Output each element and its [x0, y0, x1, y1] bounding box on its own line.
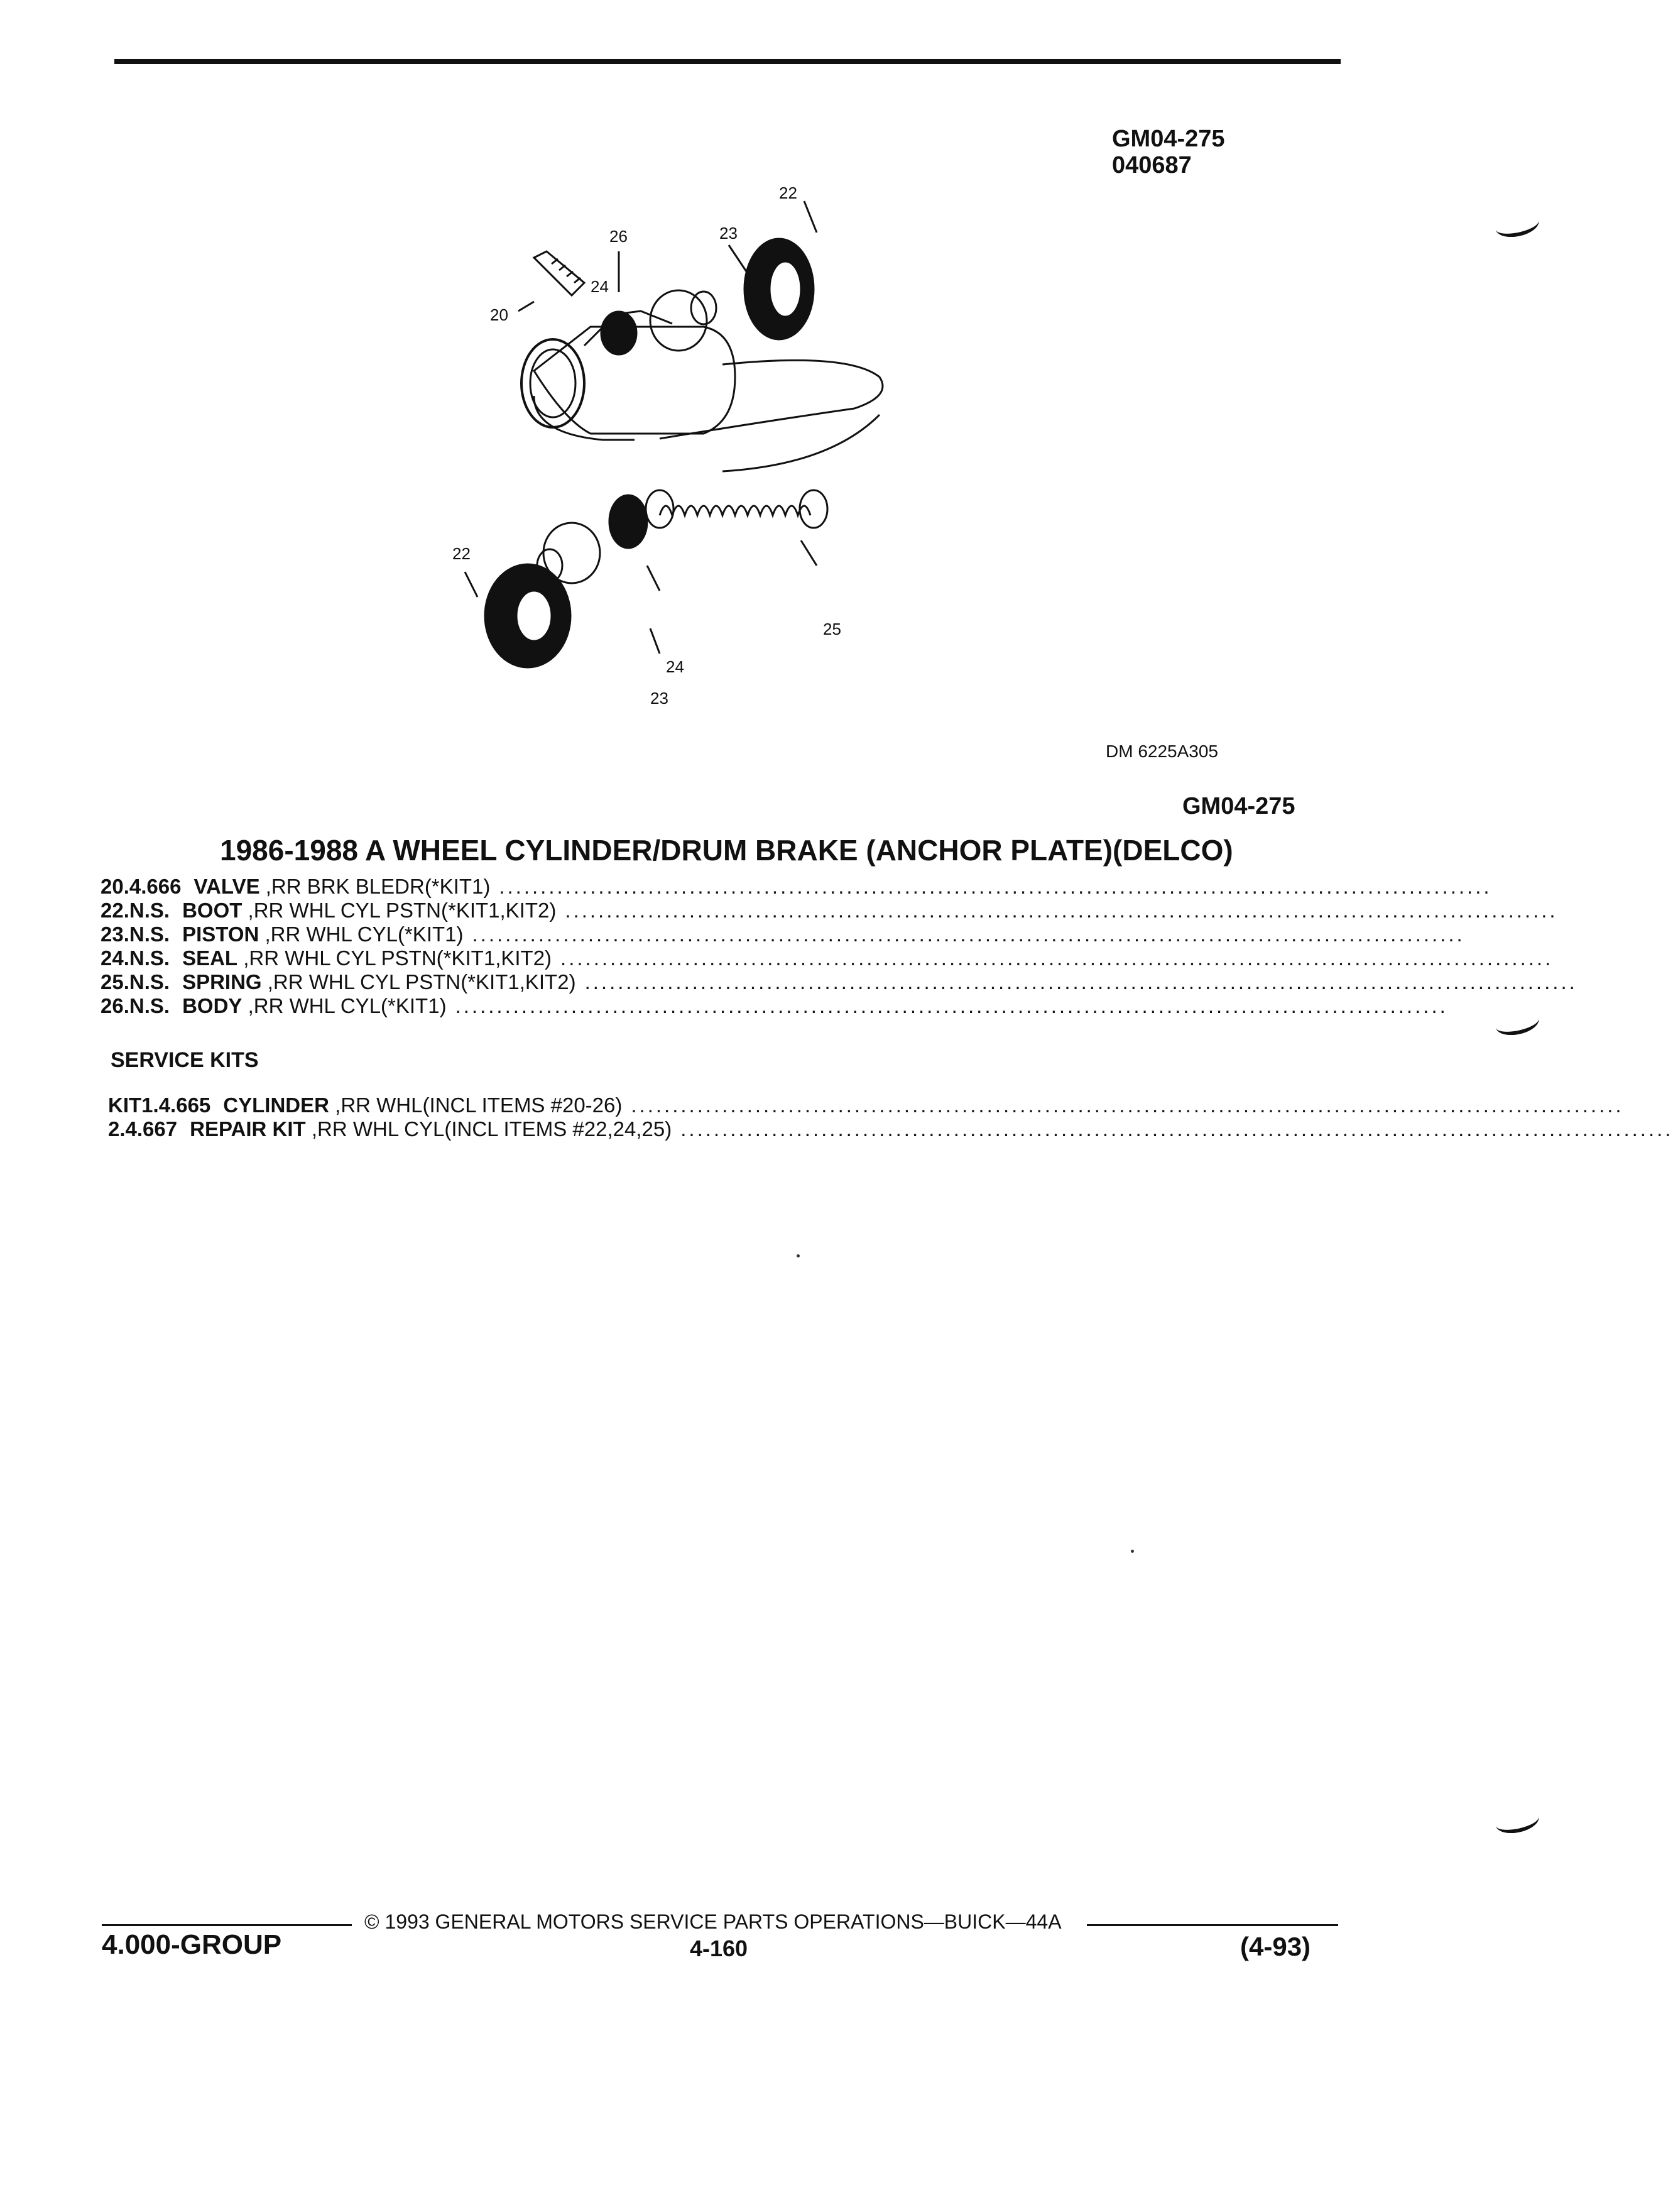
part-description: [182, 946, 552, 970]
part-detail: ,RR WHL CYL PSTN(*KIT1,KIT2): [237, 946, 552, 970]
kit-label: KIT: [108, 1093, 142, 1117]
footer-rule-right: [1087, 1924, 1338, 1926]
callout-23-top: 23: [719, 224, 738, 243]
part-detail: ,RR BRK BLEDR(*KIT1): [259, 875, 491, 898]
kit-part-number: 4.667: [125, 1117, 178, 1141]
part-row: [101, 875, 1492, 899]
callout-20: 20: [490, 305, 508, 324]
diagram-reference: DM 6225A305: [1106, 742, 1219, 761]
callout-24-bottom: 24: [666, 657, 684, 676]
item-number: 20.: [101, 875, 129, 898]
kit-detail: ,RR WHL CYL(INCL ITEMS #22,24,25): [305, 1117, 672, 1141]
exploded-diagram: [440, 176, 1068, 729]
footer-rule-left: [102, 1924, 352, 1926]
part-description: [182, 923, 463, 946]
kit-row: [108, 1117, 1673, 1141]
part-row: [101, 994, 1448, 1018]
part-description: [182, 994, 447, 1018]
header-codes: [1112, 126, 1225, 178]
part-detail: ,RR WHL CYL PSTN(*KIT1,KIT2): [242, 899, 557, 922]
leader-dots: ........................................................................................................................: [565, 899, 1558, 922]
kit-name: REPAIR KIT: [190, 1117, 306, 1141]
callout-24-top: 24: [591, 277, 609, 296]
part-name: SEAL: [182, 946, 238, 970]
leader-dots: ........................................................................................................................: [680, 1117, 1673, 1141]
item-number: 26.: [101, 994, 129, 1017]
kit-number: 1.: [141, 1093, 159, 1117]
spring: [646, 490, 827, 528]
callout-22-top: 22: [779, 183, 797, 202]
part-name: PISTON: [182, 923, 259, 946]
scan-speck: [1131, 1550, 1134, 1553]
seal-top: [601, 312, 636, 354]
leader-dots: ........................................................................................................................: [455, 994, 1448, 1017]
kit-description: [223, 1093, 622, 1117]
part-row: [101, 970, 1578, 994]
part-row: [101, 899, 1558, 923]
part-description: [182, 899, 556, 923]
section-code: GM04-275: [1182, 793, 1295, 819]
callout-23-bottom: 23: [650, 689, 668, 708]
leader-dots: ........................................................................................................................: [584, 970, 1578, 994]
binder-mark: [1493, 209, 1541, 241]
binder-mark: [1493, 1805, 1541, 1837]
kit-number: 2.: [108, 1117, 126, 1141]
part-detail: ,RR WHL CYL PSTN(*KIT1,KIT2): [261, 970, 576, 994]
seal-bottom: [609, 495, 647, 548]
page-number: 4-160: [690, 1936, 748, 1961]
part-name: VALVE: [193, 875, 260, 898]
leader-dots: ........................................................................................................................: [499, 875, 1492, 898]
part-number: N.S.: [129, 923, 170, 946]
kit-description: [190, 1117, 672, 1141]
part-row: [101, 946, 1554, 970]
part-detail: ,RR WHL CYL(*KIT1): [259, 923, 464, 946]
parts-list: [101, 875, 1578, 1018]
part-number: 4.666: [129, 875, 182, 898]
section-title: 1986-1988 A WHEEL CYLINDER/DRUM BRAKE (ANCHOR PLATE)(DELCO): [220, 834, 1233, 867]
item-number: 22.: [101, 899, 129, 922]
copyright: © 1993 GENERAL MOTORS SERVICE PARTS OPERATIONS—BUICK—44A: [364, 1910, 1062, 1933]
part-description: [193, 875, 490, 899]
binder-mark: [1493, 1007, 1541, 1039]
header-code: GM04-275: [1112, 126, 1225, 152]
part-name: SPRING: [182, 970, 262, 994]
kit-detail: ,RR WHL(INCL ITEMS #20-26): [329, 1093, 623, 1117]
header-date-code: 040687: [1112, 152, 1192, 178]
callout-22-bottom: 22: [452, 544, 471, 563]
callout-25: 25: [823, 620, 841, 638]
leader-dots: ........................................................................................................................: [631, 1093, 1624, 1117]
top-rule: [114, 59, 1341, 64]
scan-speck: [797, 1254, 800, 1257]
part-detail: ,RR WHL CYL(*KIT1): [242, 994, 447, 1017]
footer-date: (4-93): [1240, 1932, 1311, 1961]
item-number: 25.: [101, 970, 129, 994]
part-number: N.S.: [129, 946, 170, 970]
part-name: BODY: [182, 994, 243, 1017]
bleeder-valve: [534, 251, 584, 295]
part-number: N.S.: [129, 994, 170, 1017]
item-number: 24.: [101, 946, 129, 970]
service-kits-heading: SERVICE KITS: [111, 1048, 259, 1072]
group-label: 4.000-GROUP: [102, 1929, 282, 1960]
service-kits-list: [108, 1093, 1673, 1141]
piston-top: [650, 290, 707, 351]
callout-26: 26: [609, 227, 628, 246]
part-row: [101, 923, 1465, 946]
kit-row: [108, 1093, 1624, 1117]
kit-part-number: 4.665: [158, 1093, 211, 1117]
part-number: N.S.: [129, 899, 170, 922]
item-number: 23.: [101, 923, 129, 946]
leader-dots: ........................................................................................................................: [560, 946, 1554, 970]
leader-dots: ........................................................................................................................: [472, 923, 1465, 946]
part-description: [182, 970, 576, 994]
part-number: N.S.: [129, 970, 170, 994]
part-name: BOOT: [182, 899, 243, 922]
kit-name: CYLINDER: [223, 1093, 329, 1117]
